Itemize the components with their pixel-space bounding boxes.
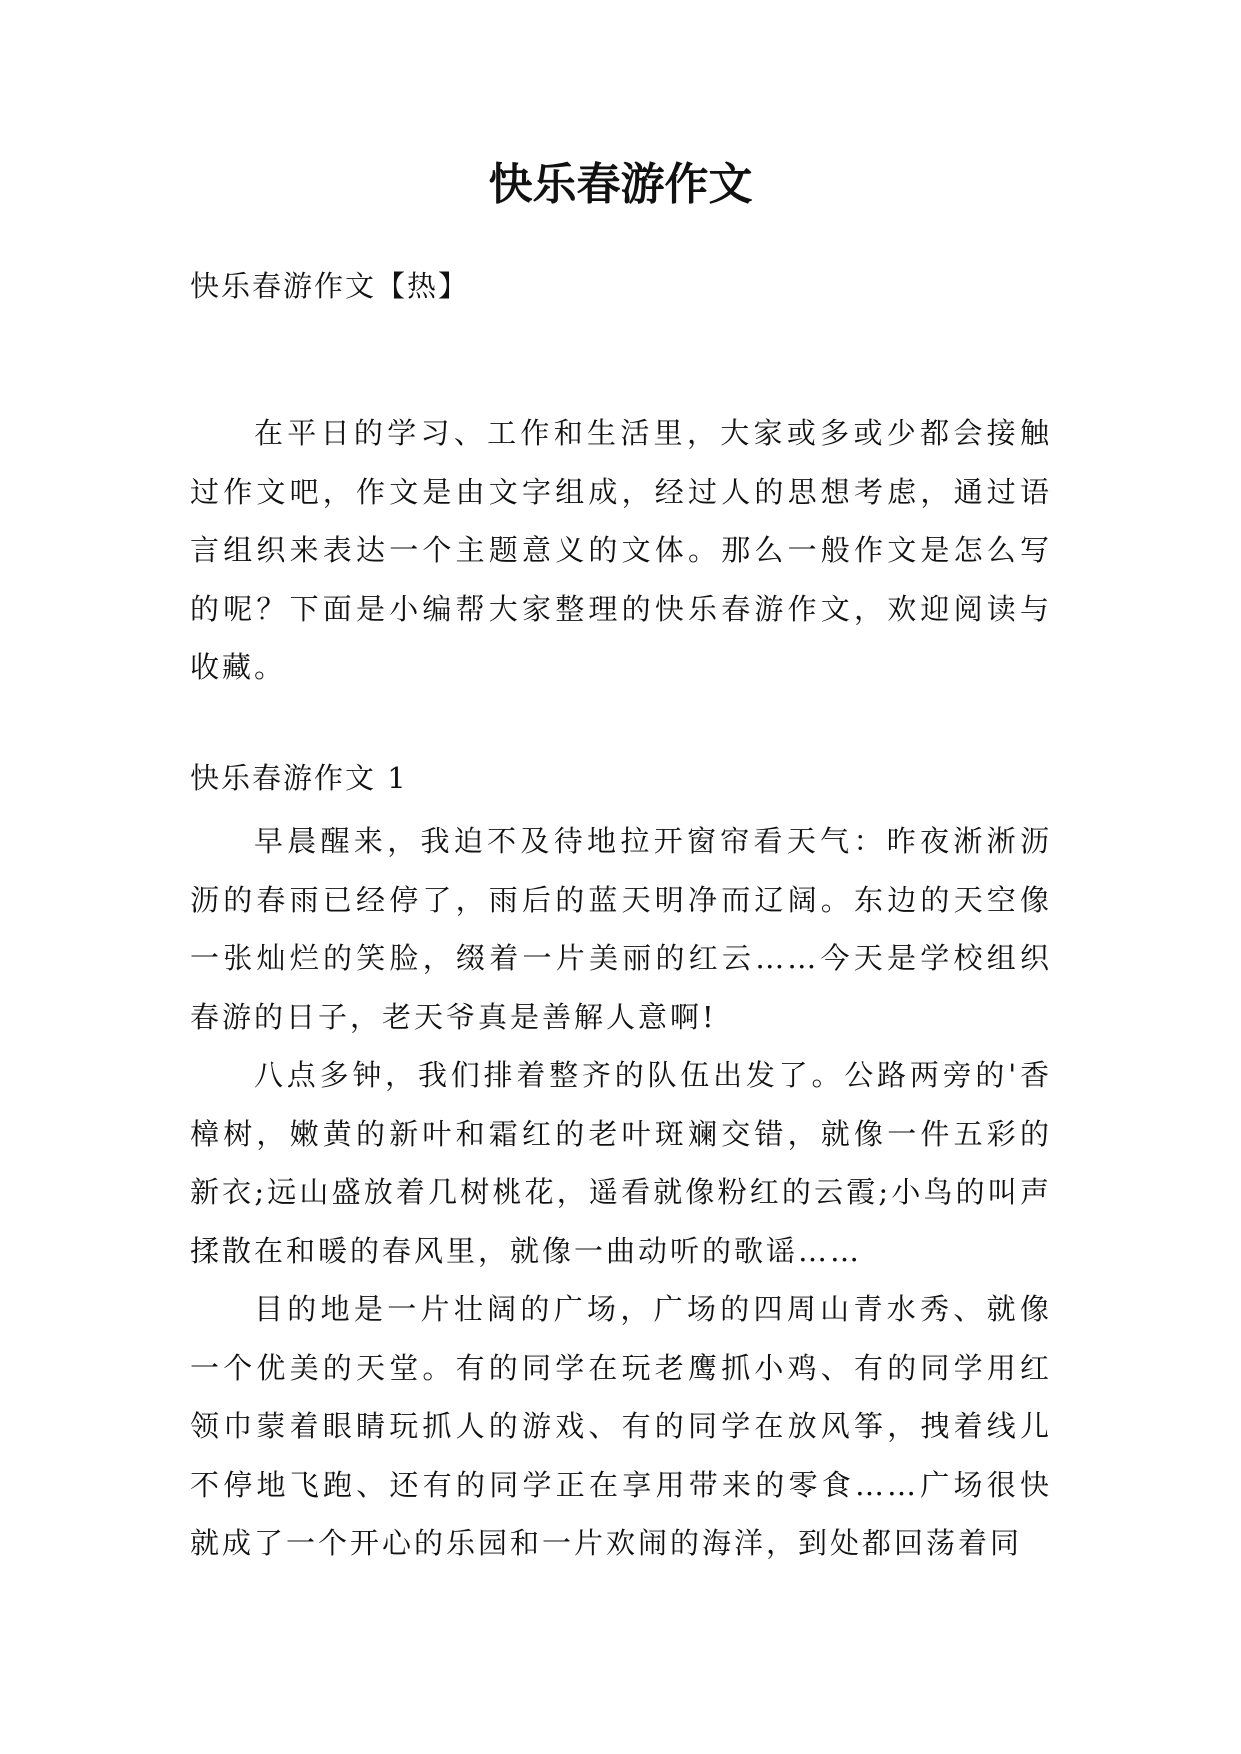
- document-title: 快乐春游作文: [488, 159, 753, 210]
- document-subtitle: 快乐春游作文【热】: [190, 269, 470, 303]
- essay-paragraph: 目的地是一片壮阔的广场，广场的四周山青水秀、就像一个优美的天堂。有的同学在玩老鹰抓小鸡、有的同学用红领巾蒙着眼睛玩抓人的游戏、有的同学在放风筝，拽着线儿不停地飞跑、还有的同学正在享用带来的零食……广场很快就成了一个开心的乐园和一片欢闹的海洋，到处都回荡着同: [190, 1292, 1052, 1560]
- essay-paragraph: 早晨醒来，我迫不及待地拉开窗帘看天气：昨夜淅淅沥沥的春雨已经停了，雨后的蓝天明净而辽阔。东边的天空像一张灿烂的笑脸，缀着一片美丽的红云……今天是学校组织春游的日子，老天爷真是善解人意啊!: [190, 824, 1052, 1034]
- intro-paragraph: 在平日的学习、工作和生活里，大家或多或少都会接触过作文吧，作文是由文字组成，经过人的思想考虑，通过语言组织来表达一个主题意义的文体。那么一般作文是怎么写的呢？下面是小编帮大家整理的快乐春游作文，欢迎阅读与收藏。: [190, 416, 1052, 684]
- essay-body: [190, 812, 1052, 1573]
- essay-paragraph: 八点多钟，我们排着整齐的队伍出发了。公路两旁的'香樟树，嫩黄的新叶和霜红的老叶斑斓交错，就像一件五彩的新衣;远山盛放着几树桃花，遥看就像粉红的云霞;小鸟的叫声揉散在和暖的春风里，就像一曲动听的歌谣……: [190, 1058, 1052, 1268]
- section-heading: 快乐春游作文 1: [190, 761, 408, 795]
